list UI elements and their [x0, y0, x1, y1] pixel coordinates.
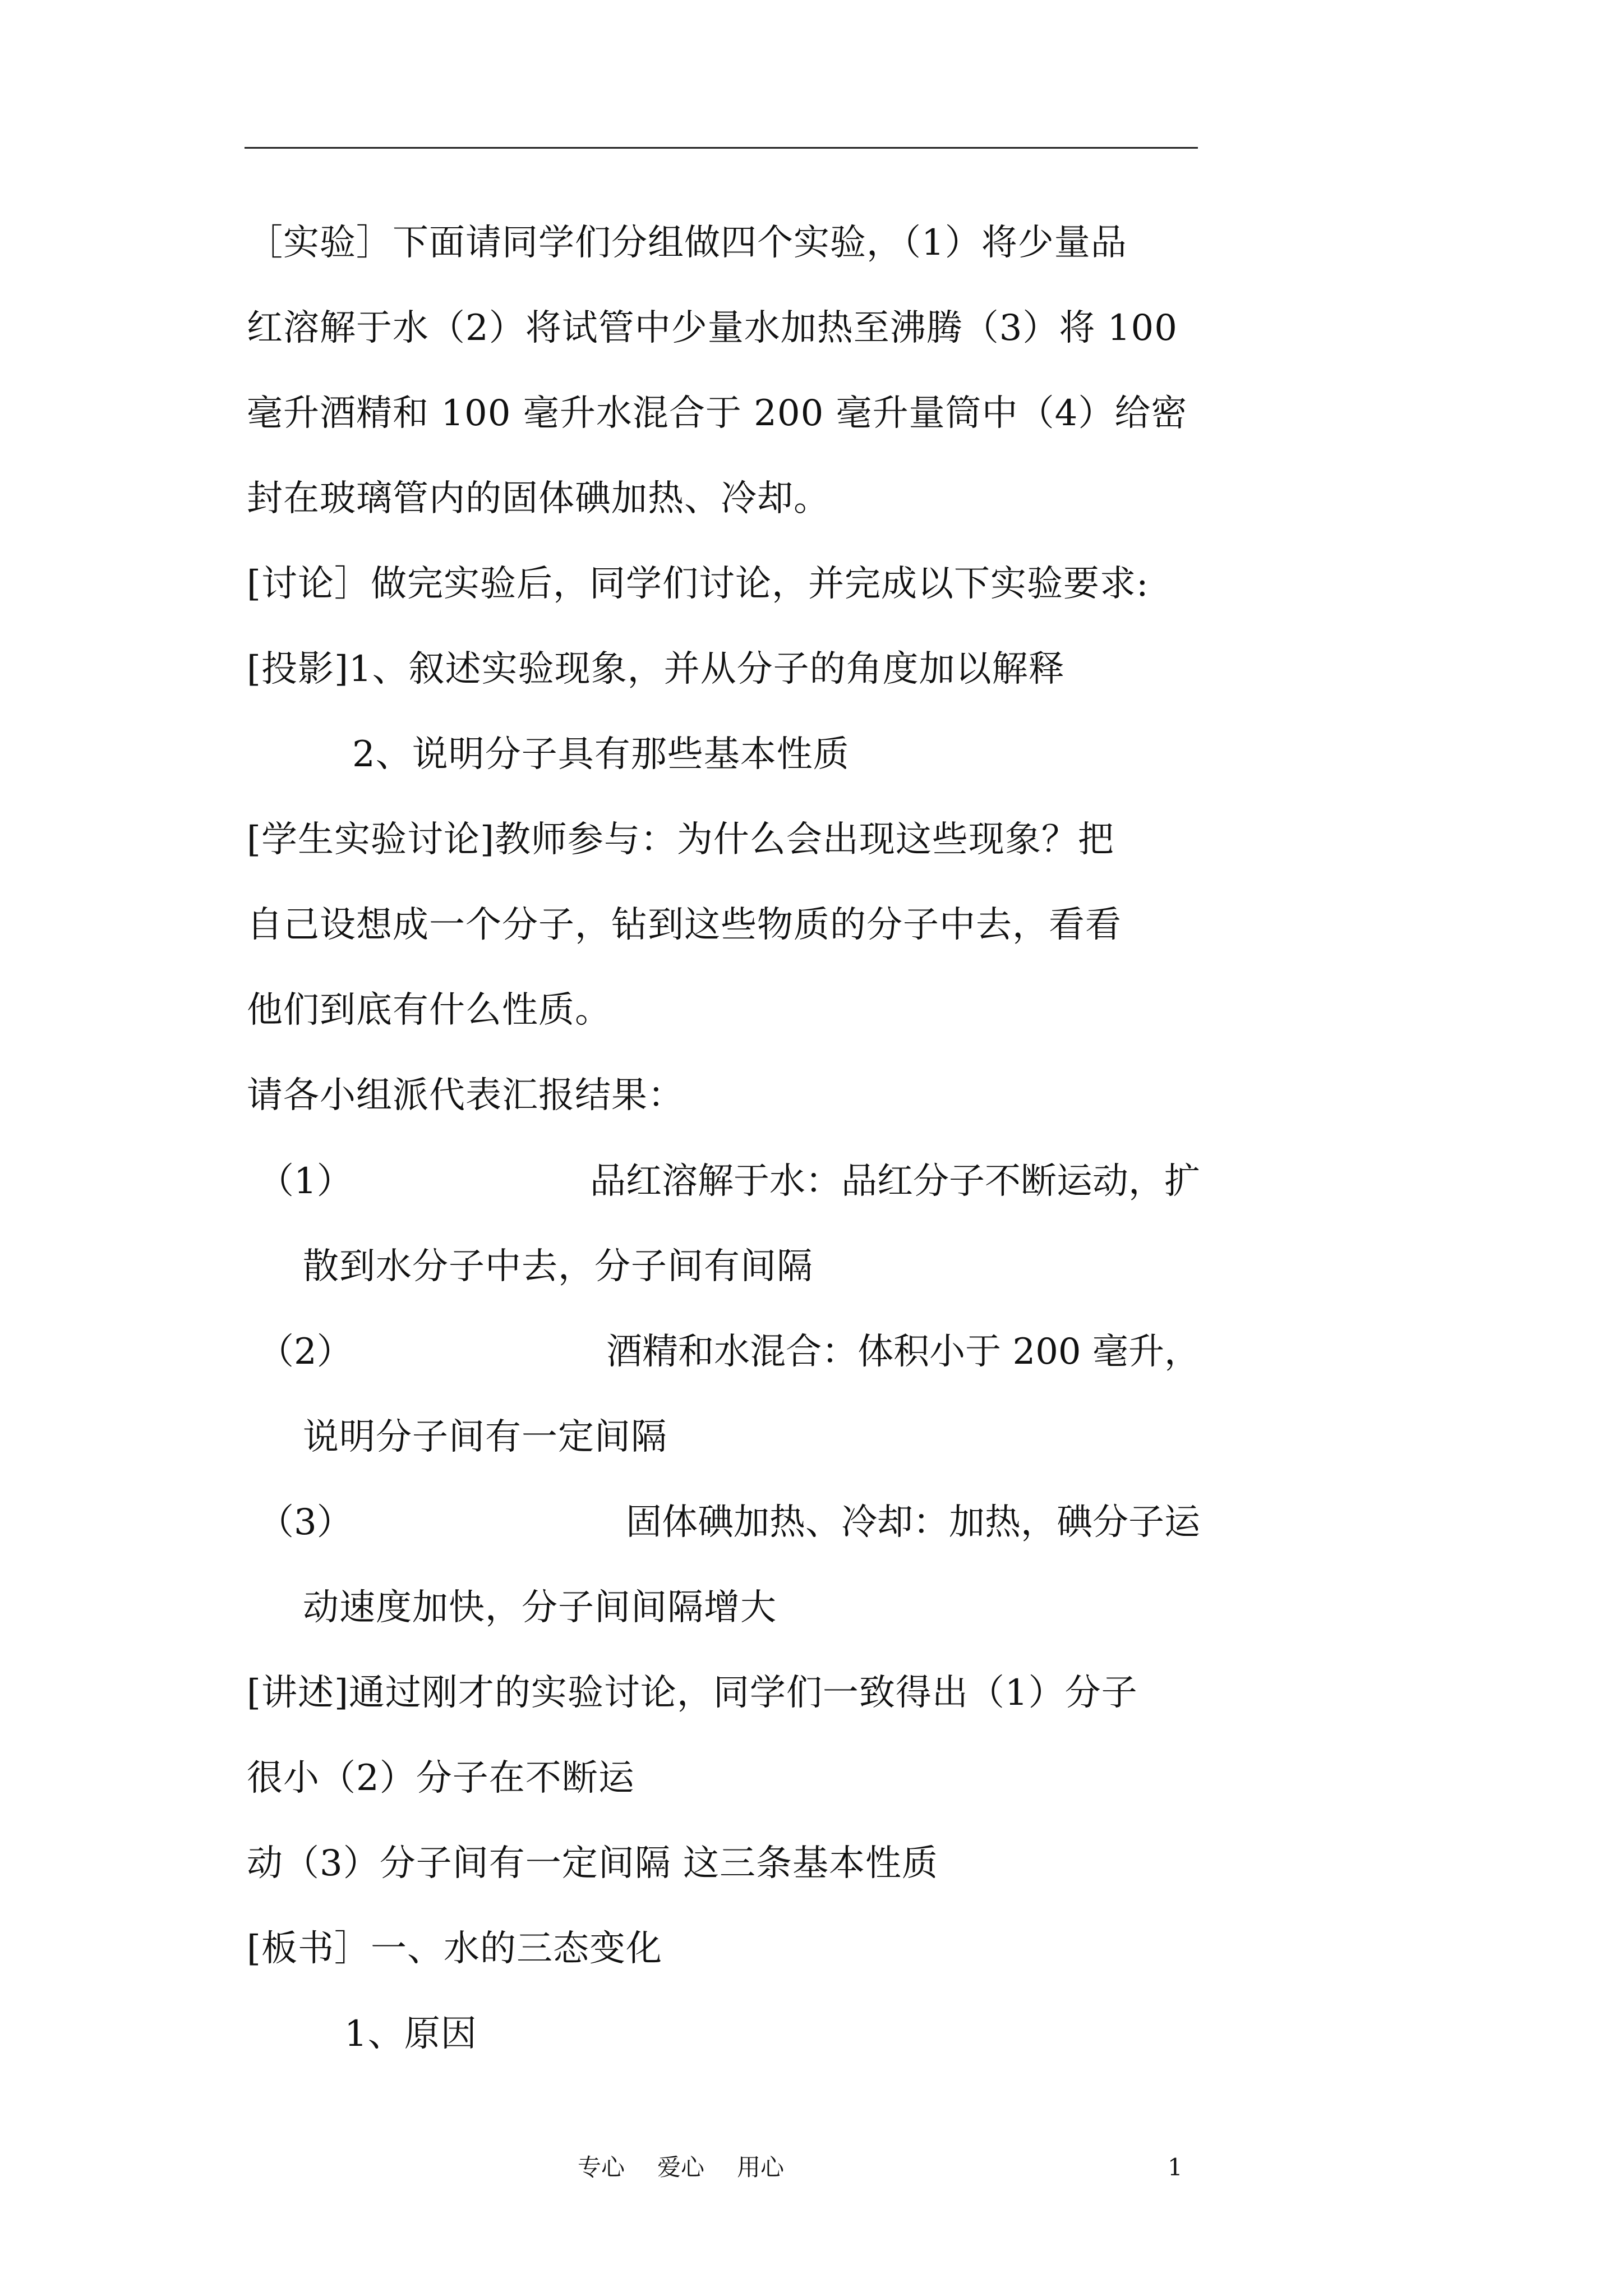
experiment-line-2: 红溶解于水（2）将试管中少量水加热至沸腾（3）将 100 [247, 307, 1178, 349]
student-discussion-line-1: [学生实验讨论]教师参与：为什么会出现这些现象？把 [247, 819, 1114, 861]
result-text: 酒精和水混合：体积小于 200 毫升， [606, 1331, 1200, 1373]
lecture-line-2: 很小（2）分子在不断运 [247, 1757, 635, 1799]
result-number: （2） [258, 1331, 353, 1373]
result-item-2 [247, 1329, 1200, 1374]
result-continuation-3: 动速度加快，分子间间隔增大 [303, 1587, 777, 1628]
blackboard-heading: [板书］一、水的三态变化 [247, 1928, 662, 1970]
lecture-line-3: 动（3）分子间有一定间隔 这三条基本性质 [247, 1843, 939, 1884]
footer-motto-item: 用心 [737, 2154, 785, 2181]
student-discussion-line-2: 自己设想成一个分子，钻到这些物质的分子中去，看看 [247, 904, 1122, 946]
projection-line-2: 2、说明分子具有那些基本性质 [352, 734, 850, 775]
result-text: 固体碘加热、冷却：加热，碘分子运 [626, 1502, 1200, 1543]
student-discussion-line-3: 他们到底有什么性质。 [247, 990, 611, 1031]
lecture-line-1: [讲述]通过刚才的实验讨论，同学们一致得出（1）分子 [247, 1672, 1138, 1714]
footer-motto-item: 爱心 [657, 2154, 705, 2181]
result-continuation-1: 散到水分子中去，分子间有间隔 [303, 1246, 813, 1287]
experiment-line-4: 封在玻璃管内的固体碘加热、冷却。 [247, 478, 830, 519]
result-number: （3） [258, 1502, 353, 1543]
report-intro-line: 请各小组派代表汇报结果： [247, 1075, 684, 1116]
result-item-3 [247, 1500, 1200, 1545]
result-text: 品红溶解于水：品红分子不断运动，扩 [590, 1161, 1200, 1202]
discussion-line: [讨论］做完实验后，同学们讨论，并完成以下实验要求: [247, 563, 1149, 605]
header-rule [245, 147, 1198, 149]
blackboard-subheading: 1、原因 [344, 2013, 477, 2055]
result-item-1 [247, 1159, 1200, 1204]
footer-motto-item: 专心 [578, 2154, 625, 2181]
page-number: 1 [1168, 2154, 1183, 2181]
experiment-line-1: ［实验］下面请同学们分组做四个实验，（1）将少量品 [247, 222, 1127, 264]
footer-motto [578, 2151, 817, 2184]
result-continuation-2: 说明分子间有一定间隔 [303, 1416, 667, 1458]
result-number: （1） [258, 1161, 353, 1202]
projection-line-1: [投影]1、叙述实验现象，并从分子的角度加以解释 [247, 648, 1065, 690]
experiment-line-3: 毫升酒精和 100 毫升水混合于 200 毫升量筒中（4）给密 [247, 393, 1188, 434]
